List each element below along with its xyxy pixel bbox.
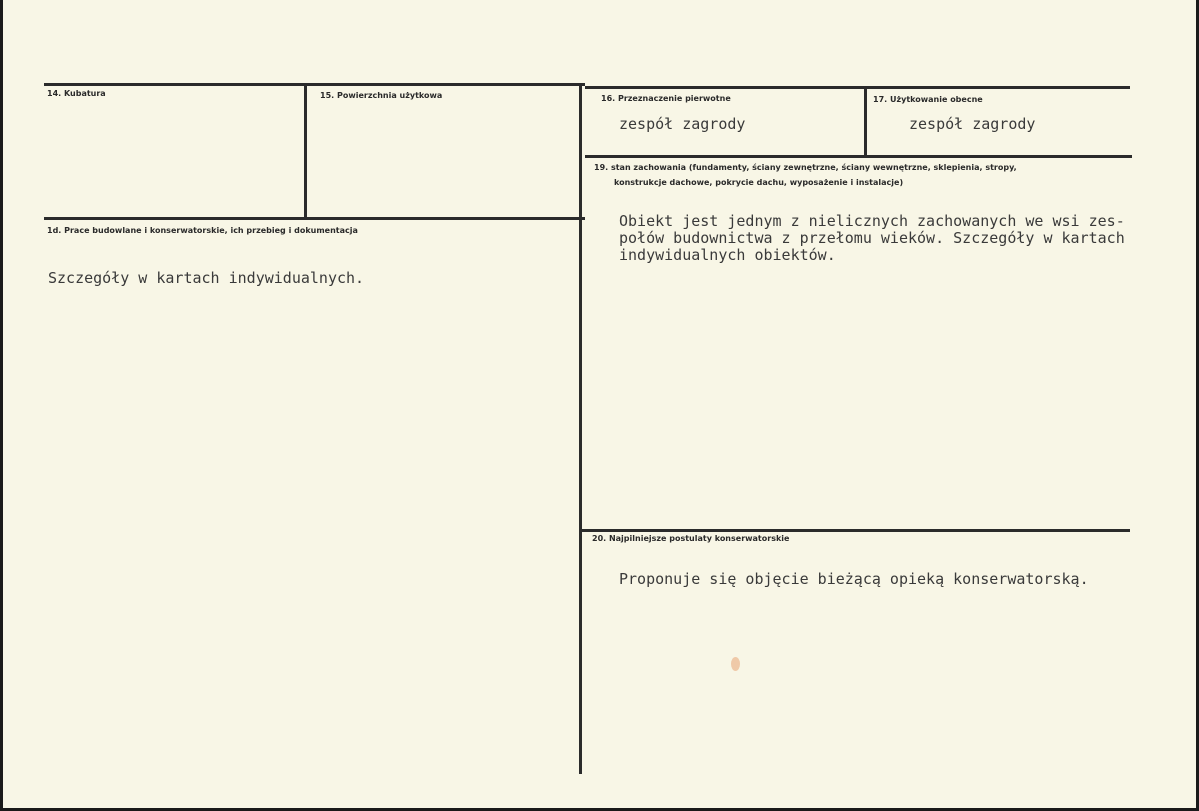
field-16-value: zespół zagrody xyxy=(619,115,746,133)
field-17-label: 17. Użytkowanie obecne xyxy=(873,95,983,104)
field-19-label: 19. stan zachowania (fundamenty, ściany zewnętrzne, ściany wewnętrzne, sklepienia, stropy, xyxy=(594,163,1017,172)
top-rule-left xyxy=(44,83,585,86)
field-15-label: 15. Powierzchnia użytkowa xyxy=(320,91,443,100)
field-18-label: 1d. Prace budowlane i konserwatorskie, ich przebieg i dokumentacja xyxy=(47,226,358,235)
field-18-value: Szczegóły w kartach indywidualnych. xyxy=(48,269,365,287)
field-19-label-continued: konstrukcje dachowe, pokrycie dachu, wyposażenie i instalacje) xyxy=(614,178,904,187)
field-19-value-line-2: połów budownictwa z przełomu wieków. Szczegóły w kartach xyxy=(619,229,1125,247)
rule-under-16-17 xyxy=(585,155,1132,158)
field-20-value: Proponuje się objęcie bieżącą opieką konserwatorską. xyxy=(619,570,1089,588)
field-14-label: 14. Kubatura xyxy=(47,89,106,98)
field-16-label: 16. Przeznaczenie pierwotne xyxy=(601,94,731,103)
field-19-value-line-1: Obiekt jest jednym z nielicznych zachowanych we wsi zes- xyxy=(619,212,1125,230)
field-20-label: 20. Najpilniejsze postulaty konserwatorskie xyxy=(592,534,790,543)
field-19-value-line-3: indywidualnych obiektów. xyxy=(619,246,836,264)
top-rule-right xyxy=(585,86,1130,89)
center-divider xyxy=(579,84,582,774)
field-17-value: zespół zagrody xyxy=(909,115,1036,133)
divider-14-15 xyxy=(304,83,307,220)
divider-16-17 xyxy=(864,87,867,156)
paper-stain xyxy=(731,657,740,671)
rule-under-14-15 xyxy=(44,217,585,220)
rule-above-20 xyxy=(582,529,1130,532)
scan-edge-left xyxy=(0,0,3,811)
